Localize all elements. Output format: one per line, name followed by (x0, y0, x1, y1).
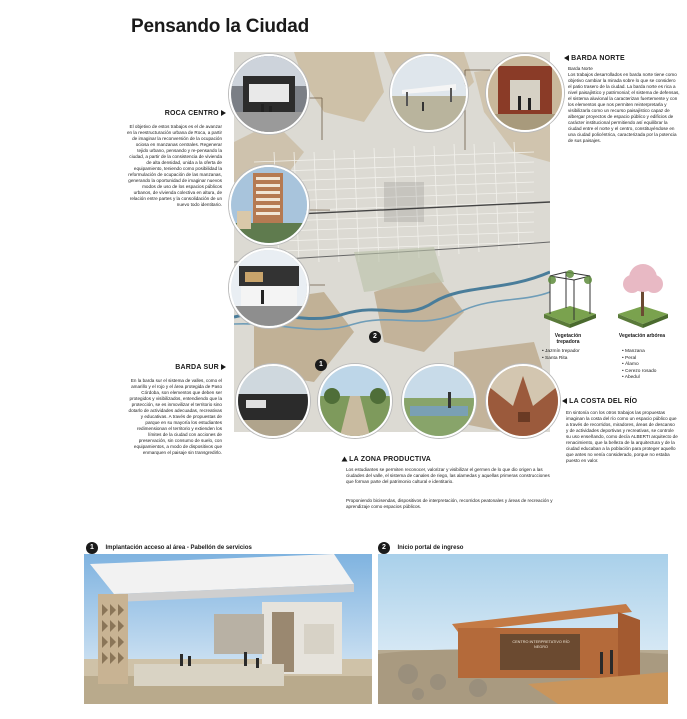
render-1-badge: 1 (86, 542, 98, 554)
barda-norte-text: Los trabajos desarrollados en barda norte tiene como objetivo cambiar la mirada sobre lo que se considero el patio trasero de la ciudad. La barda norte es rica a nivel paisajístico y patrimonial; el sistema de defensas, el sistema aluvional la caracterizan fuertemente y con los elementos que nos permiten reinterpretarla y visibilizarla como un recurso paisajístico capaz de albergar proyectos de espacio público y edificios de carácter institucional permitiendo así equilibrar la ciudad entre el norte y el centro, constituyéndose en una ciudad policéntrica, caracterizada por la potencia de sus paisajes. (568, 72, 680, 143)
list-item-text: Cerezo rosado (625, 368, 657, 374)
render-1-image (84, 554, 372, 704)
list-item-text: Santa Rita (545, 355, 568, 361)
roca-centro-title-text: ROCA CENTRO (164, 110, 219, 117)
list-item-text: Peral (625, 355, 637, 361)
portal-sign-text: CENTRO INTERPRETATIVO RÍO NEGRO (512, 640, 570, 649)
zona-productiva-text-2: Proponiendo bicisendas, dispositivos de interpretación, recorridos peatonales y áreas de recreación y aprendizaje como espacios públicos. (346, 498, 553, 509)
arrow-up-icon (342, 457, 348, 462)
roca-centro-text: El objetivo de estos trabajos es el de avanzar en la reestructuración urbana de Roca, a partir de imaginar la reconversión de la ocupación ociosa en manzanas centrales. Regenerar tejido urbano, pensando y re-pensando la ciudad, a partir de la consistencia de vivienda de alta densidad, unida a la oferta de equipamiento, teniendo como posibilidad la reformulación de ocupación de las manzanas, generando la oportunidad de imaginar nuevos modos de uso de los espacios públicos urbanos, de vivienda colectiva en altura, de relación entre partes y la consolidación de un nuevo todo identitario. (127, 124, 222, 207)
map-badge-1: 1 (315, 359, 327, 371)
list-item: • Peral (622, 355, 637, 361)
render-2-image (378, 554, 668, 704)
barda-norte-title-text: BARDA NORTE (571, 55, 625, 62)
render-1-caption (86, 539, 366, 553)
arrow-right-icon (221, 110, 226, 116)
list-item-text: Jazmín trepador (545, 349, 580, 354)
costa-rio-title-text: LA COSTA DEL RÍO (569, 398, 638, 405)
roca-centro-image-3 (229, 248, 309, 328)
zona-productiva-text-1: Los estudiantes se permiten reconocer, valorizar y visibilizar el germen de lo que dio origen a las ciudades del valle, el sistema de canales de riego, las alamedas y aquellas primeras construcciones que forman parte del patrimonio cultural e identitario. (346, 467, 550, 484)
arrow-left-icon (562, 398, 567, 404)
barda-norte-subtitle: Barda Norte (568, 66, 593, 71)
page-title: Pensando la Ciudad (131, 16, 309, 37)
barda-norte-title (564, 55, 674, 62)
pergola-illustration (540, 262, 600, 330)
list-item-text: Manzana (625, 349, 645, 354)
render-2-caption-text: Inicio portal de ingreso (397, 544, 464, 551)
map-badge-2: 2 (369, 331, 381, 343)
tree-illustration (612, 258, 674, 330)
vegetacion-arborea-title: Vegetación arbórea (618, 333, 666, 339)
barda-sur-title-text: BARDA SUR (175, 364, 219, 371)
barda-sur-image (236, 364, 310, 438)
vegetacion-trepadora-list (542, 349, 602, 362)
roca-centro-image-1 (229, 54, 309, 134)
zona-productiva-image-1 (318, 364, 392, 438)
list-item: • Álamo (622, 362, 639, 367)
zona-productiva-title-text: LA ZONA PRODUCTIVA (349, 456, 432, 463)
costa-rio-title (562, 398, 680, 405)
arrow-right-icon (221, 364, 226, 370)
list-item: • Abedul (622, 375, 640, 380)
roca-centro-image-2 (229, 165, 309, 245)
list-item: • Manzana (622, 349, 645, 354)
barda-norte-image-1 (390, 54, 468, 132)
barda-sur-text: En la barda sur el sistema de valles, como el amarillo y el rojo y el área protegida de Paso Córdoba, son elementos que deben ser protegidos y visibilizados, entendiendo que la protección, se es inmovilizar el territorio sino dotarlo de actividades adecuadas, recreativas y educativas. A través de propuestas de parque en su mayoría los estudiantes redimensionan el territorio y extienden los límites de la ciudad con acciones de preservación, sin consumo de suelo, con equipamientos, a modo de dispositivos que enmarquen el paisaje sin transgredirlo. (128, 378, 222, 455)
render-2-caption (378, 539, 658, 553)
barda-sur-title (130, 364, 226, 371)
barda-norte-image-2 (486, 54, 564, 132)
list-item-text: Abedul (624, 375, 640, 380)
vegetacion-trepadora-title: Vegetación trepadora (554, 333, 582, 345)
zona-productiva-image-2 (402, 364, 476, 438)
costa-rio-text: En sintonía con los otros trabajos las propuestas imaginan la costa del río como un espacio público que a través de recorridos, miradores, áreas de descanso y de actividades deportivas y recreativas, se controle su uso enseñando, como decía ALBERTI arquitecto de renacimiento, que la belleza de la arquitectura y de la ciudad educaban a la población para proteger aquello que antes no venía considerado, porque no estaba puesto en valor. (566, 410, 678, 463)
list-item: • Jazmín trepador (542, 349, 580, 354)
roca-centro-title (130, 110, 226, 117)
arrow-left-icon (564, 55, 569, 61)
render-2-badge: 2 (378, 542, 390, 554)
zona-productiva-title (342, 456, 542, 463)
list-item: • Santa Rita (542, 355, 568, 361)
costa-rio-image (486, 364, 560, 438)
render-1-caption-text: Implantación acceso al área - Pabellón de servicios (105, 544, 252, 551)
list-item-text: Álamo (625, 362, 639, 367)
vegetacion-arborea-list (622, 349, 682, 382)
list-item: • Cerezo rosado (622, 368, 657, 374)
